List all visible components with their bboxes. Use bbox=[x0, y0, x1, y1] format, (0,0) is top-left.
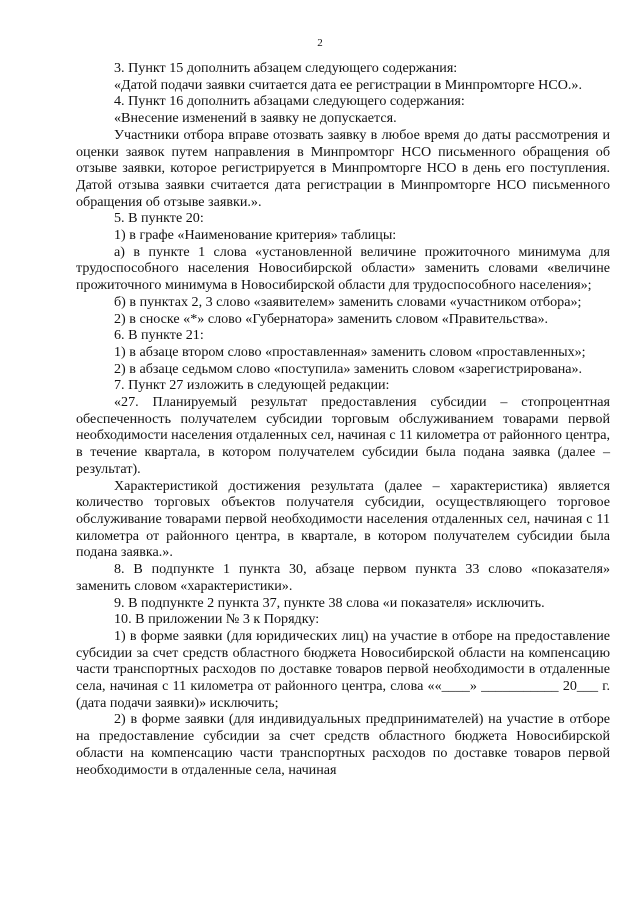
paragraph-8: а) в пункте 1 слова «установленной величине прожиточного минимума для трудоспособного населения Новосибирской области» заменить словами «величине прожиточного минимума в Новосибирской области для трудоспособного населения»; bbox=[76, 243, 610, 294]
paragraph-9: б) в пунктах 2, 3 слово «заявителем» заменить словами «участником отбора»; bbox=[114, 293, 582, 310]
paragraph-2: «Датой подачи заявки считается дата ее регистрации в Минпромторге НСО.». bbox=[114, 76, 582, 93]
paragraph-7: 1) в графе «Наименование критерия» таблицы: bbox=[114, 227, 397, 244]
paragraph-3: 4. Пункт 16 дополнить абзацами следующего содержания: bbox=[114, 93, 465, 110]
paragraph-10: 2) в сноске «*» слово «Губернатора» заменить словом «Правительства». bbox=[114, 310, 549, 327]
paragraph-12: 1) в абзаце втором слово «проставленная» заменить словом «проставленных»; bbox=[114, 343, 586, 360]
page-number: 2 bbox=[317, 37, 323, 49]
paragraph-13: 2) в абзаце седьмом слово «поступила» заменить словом «зарегистрирована». bbox=[114, 360, 583, 377]
paragraph-17: 8. В подпункте 1 пункта 30, абзаце первом пункта 33 слово «показателя» заменить словом «характеристики». bbox=[76, 561, 610, 594]
paragraph-20: 1) в форме заявки (для юридических лиц) на участие в отборе на предоставление субсидии за счет средств областного бюджета Новосибирской области на компенсацию части транспортных расходов по доставке товаров первой необходимости в отдаленные села, начиная с 11 километра от районного центра, слова ««____» ___________ 20___ г. (дата подачи заявки)» исключить; bbox=[76, 627, 610, 711]
paragraph-4: «Внесение изменений в заявку не допускается. bbox=[114, 110, 397, 127]
paragraph-18: 9. В подпункте 2 пункта 37, пункте 38 слова «и показателя» исключить. bbox=[114, 594, 545, 611]
paragraph-11: 6. В пункте 21: bbox=[114, 327, 204, 344]
paragraph-15: «27. Планируемый результат предоставления субсидии – стопроцентная обеспеченность получателем субсидии торговым обслуживанием товарами первой необходимости населения отдаленных сел, начиная с 11 километра от районного центра, в течение квартала, в котором получателем субсидии была подана заявка (далее – результат). bbox=[76, 394, 610, 477]
paragraph-14: 7. Пункт 27 изложить в следующей редакции: bbox=[114, 377, 390, 394]
document-body bbox=[76, 60, 610, 778]
paragraph-5: Участники отбора вправе отозвать заявку в любое время до даты рассмотрения и оценки заявок путем направления в Минпромторг НСО письменного обращения об отзыве заявки, которое регистрируется в Минпромторге НСО в день его поступления. Датой отзыва заявки считается дата регистрации в Минпромторге НСО письменного обращения об отзыве заявки.». bbox=[76, 126, 610, 210]
paragraph-19: 10. В приложении № 3 к Порядку: bbox=[114, 611, 320, 628]
paragraph-1: 3. Пункт 15 дополнить абзацем следующего содержания: bbox=[114, 60, 458, 76]
paragraph-21: 2) в форме заявки (для индивидуальных предпринимателей) на участие в отборе на предоставление субсидии за счет средств областного бюджета Новосибирской области на компенсацию части транспортных расходов по доставке товаров первой необходимости в отдаленные села, начиная bbox=[76, 711, 610, 778]
paragraph-6: 5. В пункте 20: bbox=[114, 210, 204, 227]
paragraph-16: Характеристикой достижения результата (далее – характеристика) является количество торговых объектов получателя субсидии, осуществляющего торговое обслуживание товарами первой необходимости населения отдаленных сел, начиная с 11 километра от районного центра, в квартале, в котором получателем субсидии была подана заявка.». bbox=[76, 477, 610, 561]
